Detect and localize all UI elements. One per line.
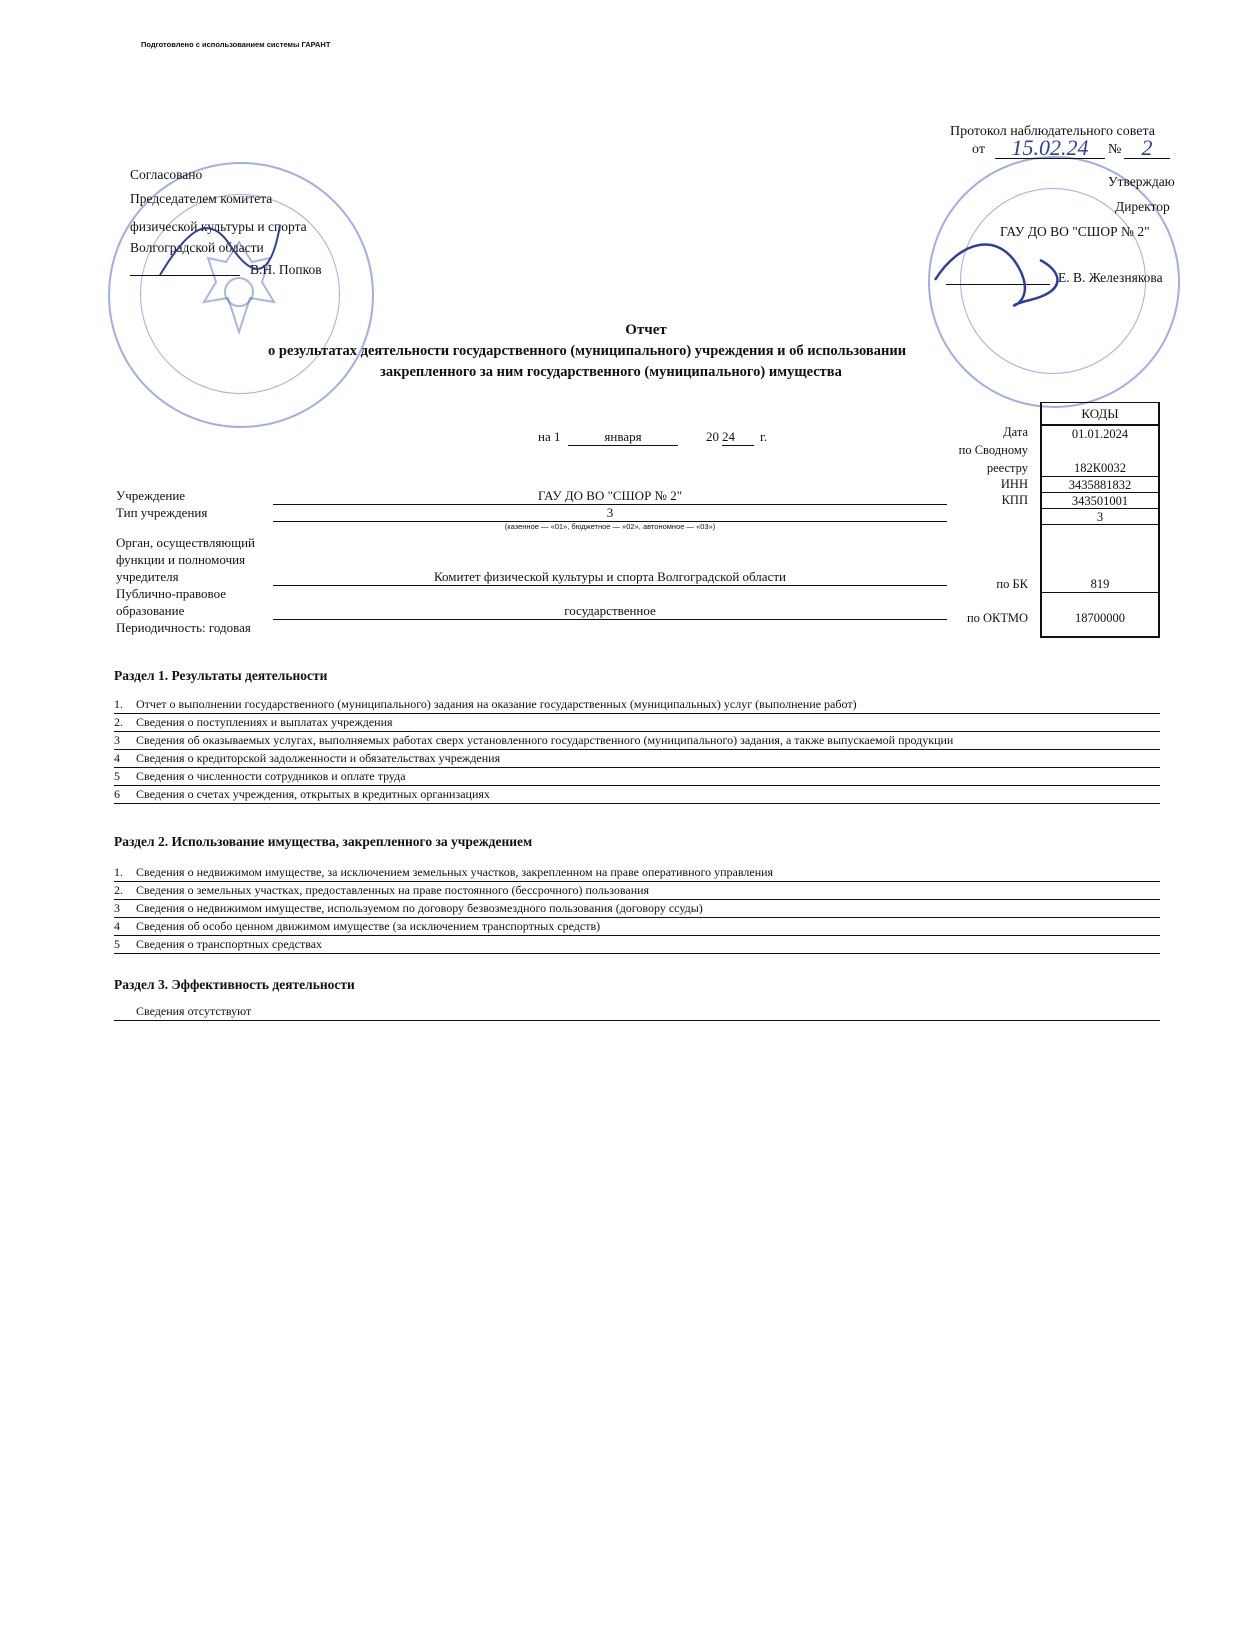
- code-date-label: Дата: [1003, 425, 1028, 439]
- code-inn: 3435881832: [1040, 476, 1160, 493]
- section1-title: Раздел 1. Результаты деятельности: [114, 668, 328, 683]
- type-value: 3: [273, 505, 947, 522]
- founder-label-2: функции и полномочия: [116, 552, 246, 567]
- signature-scribble-left: [150, 205, 290, 295]
- founder-value: Комитет физической культуры и спорта Волгоградской области: [273, 569, 947, 586]
- list-item-text: Сведения о численности сотрудников и оплате труда: [136, 769, 406, 783]
- list-item-text: Сведения об оказываемых услугах, выполняемых работах сверх установленного государственного (муниципального) задания, а также выпускаемой продукции: [136, 733, 954, 747]
- list-item-number: 3: [114, 901, 120, 915]
- list-item-text: Сведения о счетах учреждения, открытых в кредитных организациях: [136, 787, 490, 801]
- list-item-number: 5: [114, 769, 120, 783]
- code-inn-label: ИНН: [1000, 477, 1028, 491]
- protocol-title: Протокол наблюдательного совета: [950, 124, 1155, 139]
- code-type: 3: [1040, 508, 1160, 525]
- public-label-2: образование: [116, 603, 185, 618]
- list-item: [114, 901, 1160, 918]
- type-hint: (казенное — «01», бюджетное — «02», автономное — «03»): [504, 522, 716, 531]
- institution-value: ГАУ ДО ВО "СШОР № 2": [273, 488, 947, 505]
- list-item: [114, 751, 1160, 768]
- protocol-number-label: №: [1108, 142, 1122, 157]
- section3-note: Сведения отсутствуют: [136, 1004, 252, 1018]
- list-item-number: 4: [114, 919, 120, 933]
- founder-label-3: учредителя: [116, 569, 179, 584]
- list-item-number: 5: [114, 937, 120, 951]
- type-label: Тип учреждения: [116, 505, 208, 520]
- list-item-number: 4: [114, 751, 120, 765]
- list-item: [114, 865, 1160, 882]
- public-label-1: Публично-правовое: [116, 586, 227, 601]
- list-item: [114, 883, 1160, 900]
- codes-header: КОДЫ: [1040, 402, 1160, 424]
- code-date: 01.01.2024: [1040, 424, 1160, 440]
- code-kpp-label: КПП: [1001, 493, 1028, 507]
- approved-left-line3: физической культуры и спорта: [130, 219, 307, 234]
- list-item: [114, 733, 1160, 750]
- list-item: [114, 697, 1160, 714]
- code-oktmo: 18700000: [1075, 611, 1125, 625]
- list-item: [114, 715, 1160, 732]
- list-item-number: 3: [114, 733, 120, 747]
- section2-title: Раздел 2. Использование имущества, закрепленного за учреждением: [114, 834, 533, 849]
- code-kpp: 343501001: [1040, 492, 1160, 509]
- periodicity: Периодичность: годовая: [116, 620, 251, 635]
- protocol-number: 2: [1124, 138, 1170, 159]
- approved-left-line1: Согласовано: [130, 167, 203, 182]
- date-suffix: г.: [760, 429, 768, 444]
- approved-right-line1: Утверждаю: [1108, 174, 1175, 189]
- list-item-number: 1.: [114, 697, 123, 711]
- date-month: января: [568, 429, 678, 446]
- list-item: [114, 919, 1160, 936]
- list-item-text: Сведения о недвижимом имуществе, используемом по договору безвозмездного пользования (договору ссуды): [136, 901, 703, 915]
- approved-left-line4: Волгоградской области: [130, 240, 264, 255]
- public-value: государственное: [273, 603, 947, 620]
- list-item-text: Сведения о недвижимом имуществе, за исключением земельных участков, закрепленном на праве оперативного управления: [136, 865, 774, 879]
- code-bk: 819: [1090, 577, 1110, 591]
- list-item-text: Сведения о кредиторской задолженности и обязательствах учреждения: [136, 751, 501, 765]
- report-subtitle-1: о результатах деятельности государственного (муниципального) учреждения и об использовании: [268, 343, 907, 359]
- list-item-text: Сведения о земельных участках, предоставленных на праве постоянного (бессрочного) пользования: [136, 883, 650, 897]
- code-registry-label-1: по Сводному: [958, 443, 1028, 457]
- signature-scribble-right: [930, 230, 1070, 320]
- report-title: Отчет: [625, 322, 667, 338]
- code-divider-2: [1040, 592, 1160, 593]
- list-item-text: Отчет о выполнении государственного (муниципального) задания на оказание государственных (муниципальных) услуг (выполнение работ): [136, 697, 857, 711]
- list-item: [114, 937, 1160, 954]
- institution-label: Учреждение: [116, 488, 186, 503]
- list-item-text: Сведения об особо ценном движимом имуществе (за исключением транспортных средств): [136, 919, 601, 933]
- approved-left-signer: В.Н. Попков: [250, 262, 322, 277]
- list-item-number: 2.: [114, 883, 123, 897]
- approved-right-signer: Е. В. Железнякова: [1058, 270, 1163, 285]
- list-item-number: 2.: [114, 715, 123, 729]
- list-item-text: Сведения о поступлениях и выплатах учреждения: [136, 715, 393, 729]
- protocol-date: 15.02.24: [995, 138, 1105, 159]
- list-item: [114, 769, 1160, 786]
- list-item-number: 6: [114, 787, 120, 801]
- code-divider: [1040, 524, 1160, 525]
- approved-right-line2: Директор: [1115, 199, 1170, 214]
- section3-note-row: [114, 1004, 1160, 1021]
- approved-left-line2: Председателем комитета: [130, 191, 273, 206]
- report-subtitle-2: закрепленного за ним государственного (муниципального) имущества: [380, 364, 842, 380]
- protocol-from-label: от: [972, 142, 985, 157]
- date-prefix: на 1: [538, 429, 561, 444]
- date-year-prefix: 20: [706, 429, 719, 444]
- list-item-number: 1.: [114, 865, 123, 879]
- section3-title: Раздел 3. Эффективность деятельности: [114, 977, 355, 992]
- approved-right-line3: ГАУ ДО ВО "СШОР № 2": [1000, 224, 1150, 239]
- garant-note: Подготовлено с использованием системы ГАРАНТ: [141, 40, 331, 49]
- date-year-suffix: 24: [722, 429, 754, 446]
- founder-label-1: Орган, осуществляющий: [116, 535, 255, 550]
- code-bk-label: по БК: [996, 577, 1028, 591]
- list-item-text: Сведения о транспортных средствах: [136, 937, 323, 951]
- code-registry: 182К0032: [1073, 461, 1127, 475]
- code-oktmo-label: по ОКТМО: [966, 611, 1028, 625]
- code-registry-label-2: реестру: [986, 461, 1028, 475]
- list-item: [114, 787, 1160, 804]
